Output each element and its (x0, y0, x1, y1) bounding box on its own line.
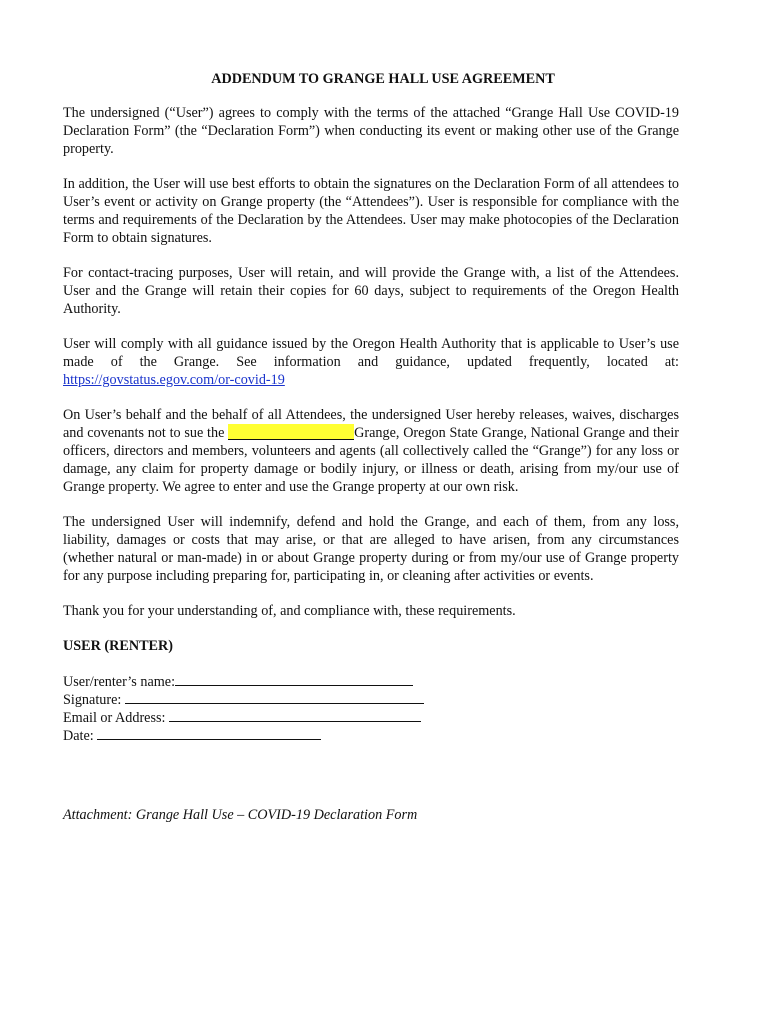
paragraph-signatures: In addition, the User will use best efforts to obtain the signatures on the Declaration Form of all attendees to User’s event or activity on Grange property (the “Attendees”). User is responsible for compliance with the terms and requirements of the Declaration by the Attendees. User may make photocopies of the Declaration Form to obtain signatures. (63, 176, 679, 246)
attachment-note: Attachment: Grange Hall Use – COVID-19 Declaration Form (63, 807, 418, 823)
signature-field-row (63, 690, 679, 708)
date-field-label: Date: (63, 728, 98, 744)
name-field-line[interactable] (175, 672, 413, 686)
paragraph-indemnify: The undersigned User will indemnify, defend and hold the Grange, and each of them, from any loss, liability, damages or costs that may arise, or that are alleged to have arisen, from any circumstances (whether natural or man-made) in or about Grange property during or from my/our use of Grange property for any purpose including preparing for, participating in, or cleaning after activities or events. (63, 514, 679, 584)
covid-guidance-link[interactable]: https://govstatus.egov.com/or-covid-19 (63, 372, 285, 388)
release-text-after: Grange, Oregon State Grange, National Grange and their officers, directors and members, volunteers and agents (all collectively called the “Grange”) for any loss or damage, any claim for property damage or bodily injury, or illness or death, arising from my/our use of Grange property. We agree to enter and use the Grange property at our own risk. (63, 425, 680, 495)
grange-name-blank-field[interactable] (228, 424, 354, 440)
document-title: ADDENDUM TO GRANGE HALL USE AGREEMENT (211, 71, 555, 87)
paragraph-guidance (63, 335, 679, 389)
email-field-label: Email or Address: (63, 710, 169, 726)
name-field-row (63, 672, 679, 690)
signature-field-label: Signature: (63, 692, 125, 708)
signature-field-line[interactable] (125, 690, 424, 704)
paragraph-release (63, 406, 679, 496)
release-text-before: On User’s behalf and the behalf of all Attendees, the undersigned User hereby releases, waives, discharges and covenants not to sue the (63, 407, 679, 441)
signature-block (63, 672, 679, 744)
document-body (63, 70, 679, 824)
email-field-row (63, 708, 679, 726)
paragraph-agreement: The undersigned (“User”) agrees to comply with the terms of the attached “Grange Hall Use COVID-19 Declaration Form” (the “Declaration Form”) when conducting its event or making other use of the Grange property. (63, 105, 679, 157)
guidance-text: User will comply with all guidance issued by the Oregon Health Authority that is applicable to User’s use made of the Grange. See information and guidance, updated frequently, located at: (63, 336, 679, 370)
paragraph-thanks: Thank you for your understanding of, and compliance with, these requirements. (63, 603, 516, 619)
date-field-row (63, 726, 679, 744)
user-renter-heading: USER (RENTER) (63, 638, 173, 654)
email-field-line[interactable] (169, 708, 421, 722)
name-field-label: User/renter’s name: (63, 674, 176, 690)
paragraph-contact-tracing: For contact-tracing purposes, User will retain, and will provide the Grange with, a list of the Attendees. User and the Grange will retain their copies for 60 days, subject to requirements of the Oregon Health Authority. (63, 265, 679, 317)
date-field-line[interactable] (97, 726, 321, 740)
